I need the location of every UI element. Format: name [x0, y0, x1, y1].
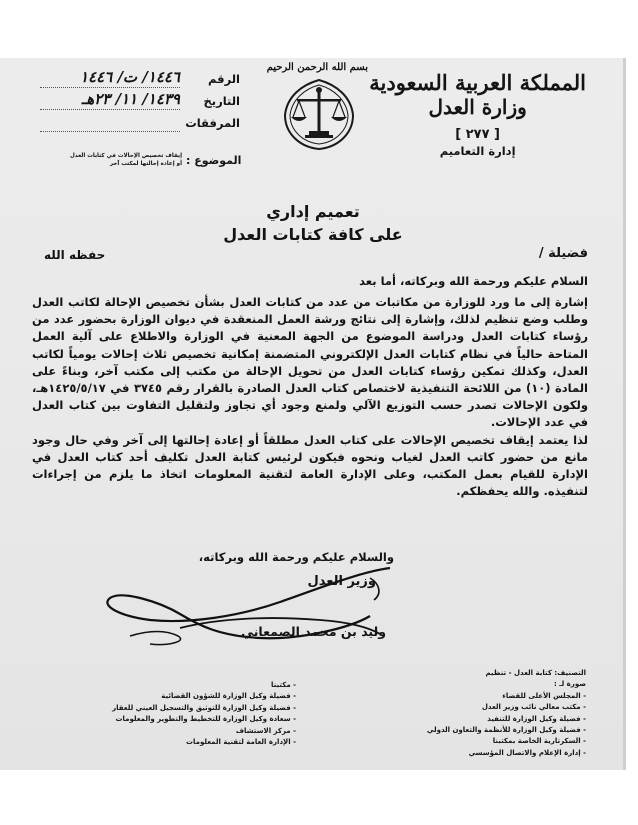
letter-meta: [40, 68, 240, 138]
body-paragraph: لذا يعتمد إيقاف تخصيص الإحالات على كتاب العدل مطلقاً أو إعادة إحالتها إلى آخر وفي حال وجود مانع من حضور كاتب العدل لغياب ونحوه فيكون لرئيس كتابة العدل تكليف أحد كتاب العدل في الإدارة للقيام بعمل المكتب، وعلى الإدارة العامة لتقنية المعلومات اتخاذ ما يلزم من إجراءات لتنفيذه. والله يحفظكم.: [32, 432, 588, 499]
letter-body: [32, 294, 588, 500]
page-edge-shadow: [623, 58, 626, 770]
distribution-list-left: [96, 680, 296, 748]
distribution-item: - فضيلة وكيل الوزارة للتنفيذ: [487, 714, 586, 723]
country-name: المملكة العربية السعودية: [369, 70, 586, 95]
distribution-item: - السكرتارية الخاصة بمكتبنا: [492, 737, 586, 746]
subject-label: الموضوع :: [186, 154, 242, 167]
attachments-label: المرفقات: [185, 116, 240, 130]
distribution-item: - مكتب معالي نائب وزير العدل: [481, 703, 586, 712]
letterhead: [369, 72, 586, 158]
number-underline: [40, 87, 180, 88]
distribution-item: - المجلس الأعلى للقضاء: [502, 691, 586, 700]
distribution-item: - إدارة الإعلام والاتصال المؤسسي: [468, 748, 586, 757]
distribution-item: - مركز الاستشاف: [235, 726, 296, 735]
attachments-row: [40, 116, 240, 138]
distribution-item: - فضيلة وكيل الوزارة للشؤون القضائية: [161, 692, 296, 701]
circular-ref-number: [ ٢٧٧ ]: [455, 127, 500, 142]
emblem-block: [266, 62, 368, 157]
distribution-item: صورة لـ :: [553, 680, 586, 689]
attachments-underline: [40, 131, 180, 132]
circular-subtitle: على كافة كتابات العدل: [223, 225, 403, 244]
distribution-item: - مكتبنا: [271, 681, 296, 689]
date-row: [40, 90, 240, 116]
scales-of-justice-emblem-icon: [279, 77, 359, 153]
greeting: السلام عليكم ورحمة الله وبركاته، أما بعد: [359, 274, 588, 288]
distribution-item: - سعادة وكيل الوزارة للتخطيط والتطوير والمعلومات: [115, 715, 296, 724]
number-value: ١٤٤٦/ ت/ ١٤٤٦: [80, 68, 180, 86]
signatory-name: وليد بن محمد الصمعاني: [241, 624, 386, 639]
body-paragraph: إشارة إلى ما ورد للوزارة من مكاتبات من عدد من كتابات العدل بشأن تخصيص الإحالة لكاتب العدل وطلب وضع تنظيم لذلك، وإشارة إلى نتائج ورشة العمل المنعقدة في ديوان الوزارة بحضور عدد من رؤساء كتابات العدل ودراسة الموضوع من الجهة المعنية في الوزارة والاطلاع على آلية العمل المتاحة حالياً في نظام كتابات العدل الإلكتروني المتضمنة إمكانية تخصيص ثلاث إحالات يومياً لكاتب العدل، وكذلك تمكين رؤساء كتابات العدل من تحويل الإحالة من مكتب إلى مكتب آخر، وبناءً على المادة (١٠) من اللائحة التنفيذية لاختصاص كتاب العدل الصادرة بالقرار رقم ٣٧٤٥ في ١٤٢٥/٥/١٧هـ، ولكون الإحالات تصدر حسب التوزيع الآلي ولمنع وجود أي تجاوز ولتقليل التفاوت بين كتاب العدل في عدد الإحالات.: [32, 295, 588, 430]
circular-title: تعميم إداري: [266, 202, 360, 221]
ministry-name: وزارة العدل: [428, 95, 527, 119]
distribution-item: - فضيلة وكيل الوزارة للتوثيق والتسجيل العيني للعقار: [112, 703, 296, 712]
distribution-item: التصنيف: كتابة العدل - تنظيم: [485, 669, 586, 677]
blessing: حفظه الله: [44, 248, 106, 262]
distribution-item: - فضيلة وكيل الوزارة للأنظمة والتعاون الدولي: [426, 726, 586, 735]
date-label: التاريخ: [203, 94, 240, 108]
date-value: ١٤٣٩/ ١١/ ٢٣هـ: [81, 90, 180, 108]
department-name: إدارة التعاميم: [439, 144, 516, 158]
scanned-document: [0, 58, 626, 770]
distribution-item: - الإدارة العامة لتقنية المعلومات: [185, 738, 296, 747]
distribution-list-right: [386, 668, 586, 759]
signatory-title: وزير العدل: [307, 574, 376, 589]
date-underline: [40, 109, 180, 110]
salutation: فضيلة /: [538, 246, 588, 261]
subject-text: إيقاف تخصيص الإحالات في كتابات العدل أو إعادة إحالتها لمكتب آخر: [70, 153, 182, 167]
basmala: بسم الله الرحمن الرحيم: [266, 62, 368, 73]
closing-line: والسلام عليكم ورحمة الله وبركاته،: [198, 550, 394, 564]
number-label: الرقم: [208, 72, 240, 86]
